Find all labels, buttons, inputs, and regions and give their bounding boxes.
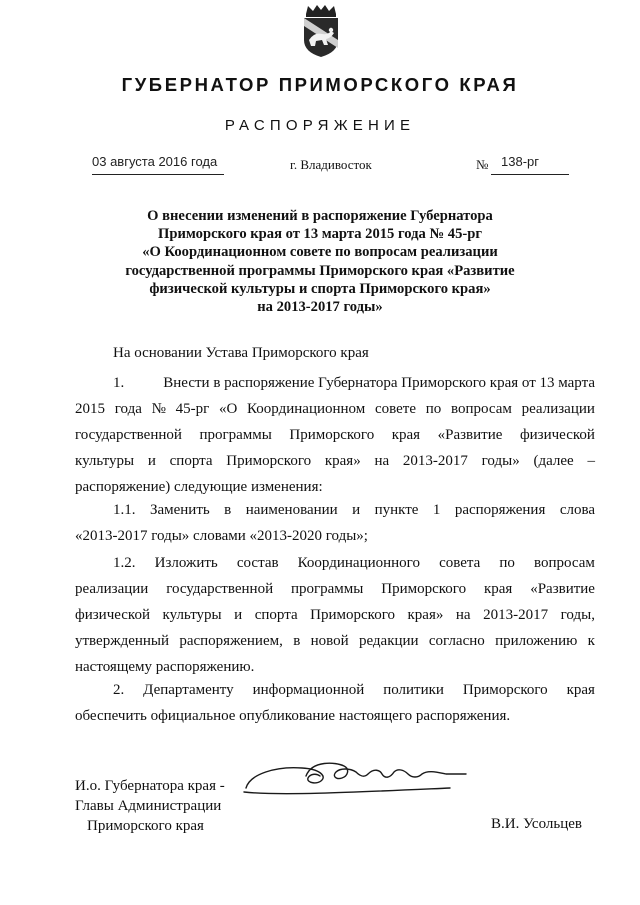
word: слова xyxy=(559,502,595,518)
document-city: г. Владивосток xyxy=(290,157,372,172)
preamble-paragraph xyxy=(75,340,595,366)
word: в xyxy=(224,502,232,518)
document-number-field xyxy=(491,153,569,175)
word: «Развитие xyxy=(437,427,503,443)
word: приложению xyxy=(495,633,578,649)
coat-of-arms-icon xyxy=(300,4,342,58)
document-type: РАСПОРЯЖЕНИЕ xyxy=(224,117,416,134)
document-title xyxy=(90,207,550,316)
word: физической xyxy=(75,607,150,623)
word: Изложить xyxy=(154,555,218,571)
word: редакции xyxy=(358,633,419,649)
title-line: государственной программы Приморского края «Развитие xyxy=(125,262,515,279)
word: согласно xyxy=(428,633,485,649)
word: государственной xyxy=(75,427,182,443)
paragraph-line xyxy=(75,550,595,576)
paragraph-line xyxy=(75,677,595,703)
word: Приморского xyxy=(289,427,375,443)
word: государственной xyxy=(166,581,274,597)
title-line: физической культуры и спорта Приморского края» xyxy=(149,280,491,297)
document-number: 138-рг xyxy=(501,154,539,169)
word: Внести в распоряжение Губернатора Приморского края от 13 марта xyxy=(163,375,595,391)
word: вопросам xyxy=(534,555,595,571)
signatory-position xyxy=(75,776,225,836)
word: программы xyxy=(199,427,272,443)
paragraph-line xyxy=(75,602,595,628)
word: Заменить xyxy=(149,502,210,518)
word: в xyxy=(293,633,301,649)
title-line: на 2013-2017 годы» xyxy=(257,299,383,316)
handwritten-signature xyxy=(240,752,502,798)
word: информационной xyxy=(252,682,365,698)
word: 2015 xyxy=(75,401,105,417)
word: 1.1. xyxy=(113,502,136,518)
word: совета xyxy=(439,555,481,571)
word: к xyxy=(587,633,595,649)
word: края xyxy=(566,682,595,698)
word: культуры xyxy=(162,607,222,623)
title-line: Приморского края от 13 марта 2015 года № 45-рг xyxy=(158,226,482,243)
word: пункте xyxy=(374,502,419,518)
word: наименовании xyxy=(245,502,338,518)
word: Координационном xyxy=(247,401,366,417)
word: культуры xyxy=(75,453,135,469)
paragraph-line: «2013-2017 годы» словами «2013-2020 годы»; xyxy=(75,528,368,544)
document-date: 03 августа 2016 года xyxy=(92,154,218,169)
paragraph-1-2 xyxy=(75,550,595,680)
paragraph-line xyxy=(75,396,595,422)
word: – xyxy=(587,453,595,469)
signatory-position-line: И.о. Губернатора края - xyxy=(75,778,225,794)
word: года xyxy=(114,401,142,417)
paragraph-line: настоящему распоряжению. xyxy=(75,659,255,675)
word: края xyxy=(391,427,421,443)
word: годы» xyxy=(481,453,520,469)
word: Приморского xyxy=(226,453,312,469)
word: спорта xyxy=(254,607,298,623)
word: края» xyxy=(324,453,361,469)
paragraph-line xyxy=(75,370,595,396)
word: 2013-2017 xyxy=(402,453,468,469)
signatory-position-line: Главы Администрации xyxy=(75,798,222,814)
word: по xyxy=(499,555,515,571)
word: распоряжением, xyxy=(179,633,283,649)
paragraph-1-1 xyxy=(75,497,595,549)
word: по xyxy=(425,401,442,417)
paragraph-line xyxy=(75,422,595,448)
word: политики xyxy=(383,682,444,698)
paragraph-line xyxy=(75,576,595,602)
word: 1.2. xyxy=(113,555,136,571)
word: состав xyxy=(236,555,279,571)
word: Координационного xyxy=(297,555,420,571)
word: и xyxy=(352,502,361,518)
paragraph-line: распоряжение) следующие изменения: xyxy=(75,479,323,495)
word: утвержденный xyxy=(75,633,170,649)
word: Приморского xyxy=(462,682,548,698)
paragraph-line xyxy=(75,497,595,523)
word: годы, xyxy=(560,607,595,623)
document-date-field xyxy=(92,153,224,175)
word: на xyxy=(455,607,471,623)
word: Приморского xyxy=(310,607,395,623)
title-line: «О Координационном совете по вопросам реализации xyxy=(142,244,498,261)
word: распоряжения xyxy=(454,502,546,518)
word: реализации xyxy=(75,581,149,597)
word: «Развитие xyxy=(530,581,595,597)
number-sign: № xyxy=(476,157,489,172)
signatory-position-line: Приморского края xyxy=(87,818,204,834)
word: Приморского xyxy=(381,581,467,597)
word: и xyxy=(147,453,156,469)
word: 2013-2017 xyxy=(483,607,549,623)
paragraph-line: обеспечить официальное опубликование настоящего распоряжения. xyxy=(75,708,511,724)
word: на xyxy=(374,453,390,469)
word: физической xyxy=(519,427,595,443)
word: Департаменту xyxy=(143,682,234,698)
word: 45-рг xyxy=(175,401,210,417)
title-line: О внесении изменений в распоряжение Губернатора xyxy=(147,208,493,224)
word: края» xyxy=(407,607,444,623)
paragraph-line: На основании Устава Приморского края xyxy=(113,345,369,361)
authority-heading: ГУБЕРНАТОР ПРИМОРСКОГО КРАЯ xyxy=(121,74,519,95)
word: № xyxy=(151,401,166,417)
word: «О xyxy=(218,401,238,417)
paragraph-line xyxy=(75,628,595,654)
word: края xyxy=(483,581,513,597)
word: 1. xyxy=(113,375,125,391)
paragraph-2 xyxy=(75,677,595,729)
word: совете xyxy=(375,401,417,417)
word: программы xyxy=(290,581,364,597)
word: новой xyxy=(310,633,349,649)
word: 2. xyxy=(113,682,125,698)
paragraph-line xyxy=(75,448,595,474)
word: реализации xyxy=(521,401,595,417)
word: спорта xyxy=(169,453,213,469)
signer-name: В.И. Усольцев xyxy=(491,816,582,832)
word: 1 xyxy=(432,502,441,518)
word: (далее xyxy=(533,453,574,469)
paragraph-1 xyxy=(75,370,595,500)
word: вопросам xyxy=(451,401,512,417)
word: и xyxy=(234,607,243,623)
